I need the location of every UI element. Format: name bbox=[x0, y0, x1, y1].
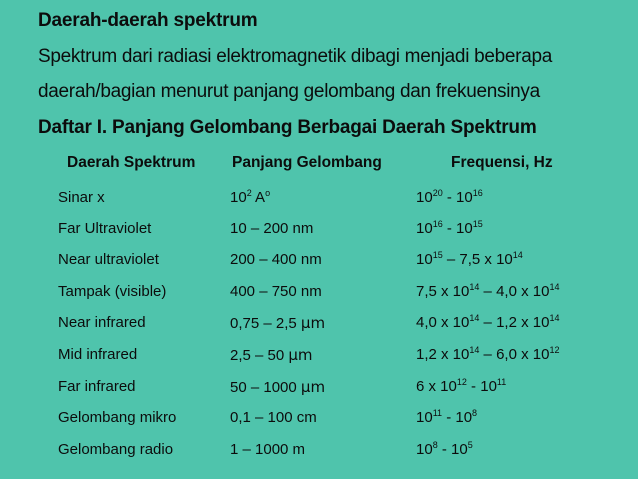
wavelength-text: 10 – 200 nm bbox=[230, 220, 314, 237]
wavelength-cell bbox=[230, 409, 317, 426]
header-wavelength: Panjang Gelombang bbox=[232, 154, 382, 171]
frequency-to: – 1,2 x 10 bbox=[479, 314, 550, 331]
frequency-from-exponent: 14 bbox=[469, 345, 480, 355]
wavelength-unit: μm bbox=[300, 378, 326, 396]
frequency-cell bbox=[416, 378, 506, 395]
frequency-from-exponent: 15 bbox=[432, 250, 443, 260]
wavelength-cell bbox=[230, 441, 305, 458]
region-cell: Near infrared bbox=[58, 314, 146, 331]
table-caption: Daftar I. Panjang Gelombang Berbagai Daerah Spektrum bbox=[38, 117, 537, 138]
frequency-from-exponent: 8 bbox=[432, 440, 438, 450]
frequency-from: 10 bbox=[416, 220, 433, 237]
frequency-cell bbox=[416, 251, 523, 268]
wavelength-cell bbox=[230, 220, 313, 237]
table-row bbox=[0, 378, 638, 408]
frequency-to: - 10 bbox=[442, 409, 473, 426]
frequency-from-exponent: 11 bbox=[432, 408, 443, 418]
frequency-to: - 10 bbox=[442, 220, 473, 237]
wavelength-cell bbox=[230, 378, 325, 396]
frequency-from-exponent: 20 bbox=[432, 188, 443, 198]
wavelength-exponent: 2 bbox=[246, 188, 252, 198]
paragraph-line-2: daerah/bagian menurut panjang gelombang dan frekuensinya bbox=[38, 81, 540, 102]
frequency-from: 10 bbox=[416, 189, 433, 206]
wavelength-text: 200 – 400 nm bbox=[230, 251, 322, 268]
wavelength-text: 1 – 1000 m bbox=[230, 441, 306, 458]
region-cell: Near ultraviolet bbox=[58, 251, 159, 268]
wavelength-text: 0,75 – 2,5 bbox=[230, 315, 301, 332]
table-row bbox=[0, 409, 638, 439]
table-row bbox=[0, 251, 638, 281]
frequency-from: 6 x 10 bbox=[416, 378, 457, 395]
frequency-cell bbox=[416, 220, 483, 237]
frequency-to: – 7,5 x 10 bbox=[442, 251, 513, 268]
header-frequency: Frequensi, Hz bbox=[451, 154, 553, 171]
frequency-to-exponent: 15 bbox=[472, 219, 483, 229]
region-cell: Gelombang mikro bbox=[58, 409, 177, 426]
frequency-to: - 10 bbox=[437, 441, 468, 458]
frequency-from: 7,5 x 10 bbox=[416, 283, 470, 300]
table-row bbox=[0, 346, 638, 376]
frequency-cell bbox=[416, 283, 559, 300]
region-cell: Gelombang radio bbox=[58, 441, 174, 458]
frequency-to-exponent: 5 bbox=[467, 440, 473, 450]
frequency-to: - 10 bbox=[442, 189, 473, 206]
region-cell: Far Ultraviolet bbox=[58, 220, 152, 237]
frequency-from-exponent: 16 bbox=[432, 219, 443, 229]
frequency-cell bbox=[416, 441, 473, 458]
frequency-from: 10 bbox=[416, 409, 433, 426]
frequency-to: – 4,0 x 10 bbox=[479, 283, 550, 300]
slide-title: Daerah-daerah spektrum bbox=[38, 10, 258, 31]
table-row bbox=[0, 283, 638, 313]
frequency-to-exponent: 14 bbox=[512, 250, 523, 260]
frequency-cell bbox=[416, 409, 477, 426]
frequency-cell bbox=[416, 189, 483, 206]
wavelength-cell bbox=[230, 346, 313, 364]
frequency-cell bbox=[416, 346, 559, 363]
frequency-from: 4,0 x 10 bbox=[416, 314, 470, 331]
frequency-from: 10 bbox=[416, 251, 433, 268]
region-cell: Far infrared bbox=[58, 378, 136, 395]
wavelength-unit: μm bbox=[300, 314, 326, 332]
wavelength-cell bbox=[230, 314, 325, 332]
frequency-from-exponent: 14 bbox=[469, 282, 480, 292]
paragraph-line-1: Spektrum dari radiasi elektromagnetik dibagi menjadi beberapa bbox=[38, 46, 552, 67]
wavelength-unit: A bbox=[251, 189, 266, 206]
region-cell: Mid infrared bbox=[58, 346, 138, 363]
frequency-to: - 10 bbox=[466, 378, 497, 395]
table-row bbox=[0, 189, 638, 219]
wavelength-cell bbox=[230, 283, 322, 300]
wavelength-unit-mark: o bbox=[265, 188, 271, 198]
region-cell: Tampak (visible) bbox=[58, 283, 167, 300]
table-row bbox=[0, 220, 638, 250]
wavelength-cell bbox=[230, 189, 270, 206]
table-row bbox=[0, 314, 638, 344]
table-row bbox=[0, 441, 638, 471]
frequency-cell bbox=[416, 314, 559, 331]
frequency-from-exponent: 12 bbox=[456, 377, 467, 387]
frequency-to-exponent: 14 bbox=[549, 313, 560, 323]
wavelength-cell bbox=[230, 251, 322, 268]
wavelength-unit: μm bbox=[288, 346, 313, 364]
frequency-from-exponent: 14 bbox=[469, 313, 480, 323]
region-cell: Sinar x bbox=[58, 189, 105, 206]
frequency-from: 1,2 x 10 bbox=[416, 346, 470, 363]
frequency-to-exponent: 11 bbox=[496, 377, 507, 387]
frequency-to: – 6,0 x 10 bbox=[479, 346, 550, 363]
wavelength-text: 0,1 – 100 cm bbox=[230, 409, 317, 426]
header-region: Daerah Spektrum bbox=[67, 154, 196, 171]
wavelength-text: 2,5 – 50 bbox=[230, 347, 289, 364]
frequency-to-exponent: 16 bbox=[472, 188, 483, 198]
frequency-from: 10 bbox=[416, 441, 433, 458]
frequency-to-exponent: 8 bbox=[472, 408, 478, 418]
frequency-to-exponent: 12 bbox=[549, 345, 560, 355]
wavelength-text: 10 bbox=[230, 189, 247, 206]
wavelength-text: 50 – 1000 bbox=[230, 379, 301, 396]
frequency-to-exponent: 14 bbox=[549, 282, 560, 292]
wavelength-text: 400 – 750 nm bbox=[230, 283, 322, 300]
